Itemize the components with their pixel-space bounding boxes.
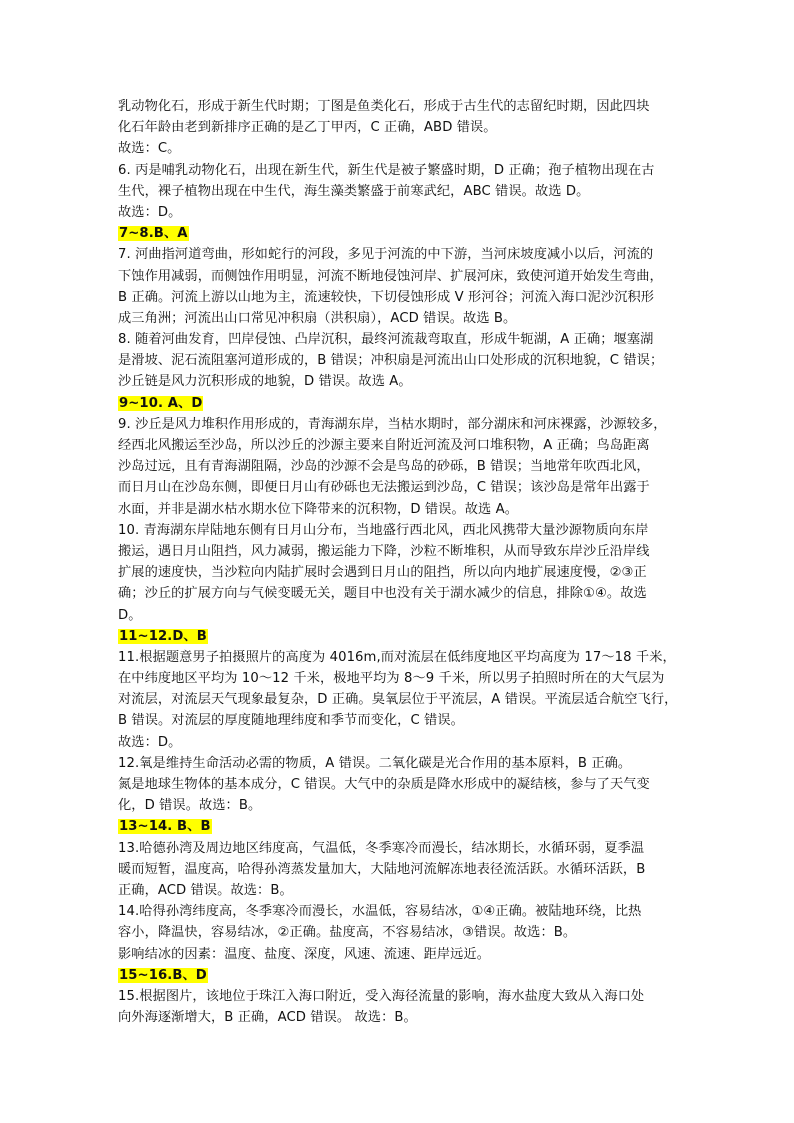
text-line	[118, 287, 678, 308]
answer-key-heading	[118, 626, 678, 647]
answer-key-heading	[118, 816, 678, 837]
text-line-content: 水面，并非是湖水枯水期水位下降带来的沉积物，D 错误。故选 A。	[118, 501, 519, 517]
text-line-content: 扩展的速度快，当沙粒向内陆扩展时会遇到日月山的阻挡，所以向内地扩展速度慢，②③正	[118, 565, 647, 581]
text-line	[118, 562, 678, 583]
text-line	[118, 1007, 678, 1028]
text-line-content: 向外海逐渐增大，B 正确，ACD 错误。 故选：B。	[118, 1010, 417, 1026]
text-line	[118, 266, 678, 287]
text-line	[118, 605, 678, 626]
text-line-content: 11.根据题意男子拍摄照片的高度为 4016m,而对流层在低纬度地区平均高度为 17～18 千米，	[118, 649, 676, 665]
text-line	[118, 795, 678, 816]
text-line	[118, 732, 678, 753]
text-line-content: 故选：D。	[118, 734, 182, 750]
text-line-content: 10. 青海湖东岸陆地东侧有日月山分布，当地盛行西北风，西北风携带大量沙源物质向东岸	[118, 522, 649, 538]
text-line	[118, 753, 678, 774]
answer-key-text: 15~16.B、D	[119, 967, 207, 983]
text-line	[118, 901, 678, 922]
text-line	[118, 160, 678, 181]
text-line	[118, 308, 678, 329]
answer-key-heading	[118, 393, 678, 414]
text-line	[118, 435, 678, 456]
text-line	[118, 202, 678, 223]
text-line	[118, 456, 678, 477]
text-line-content: 正确，ACD 错误。故选：B。	[118, 882, 293, 898]
text-line-content: 13.哈德孙湾及周边地区纬度高，气温低，冬季寒冷而漫长，结冰期长，水循环弱，夏季温	[118, 840, 645, 856]
text-line-content: 暖而短暂，温度高，哈得孙湾蒸发量加大，大陆地河流解冻地表径流活跃。水循环活跃，B	[118, 861, 646, 877]
text-line-content: B 错误。对流层的厚度随地理纬度和季节而变化，C 错误。	[118, 713, 464, 729]
text-line-content: 6. 丙是哺乳动物化石，出现在新生代，新生代是被子繁盛时期，D 正确；孢子植物出现在古	[118, 162, 655, 178]
text-line-content: 故选：C。	[118, 141, 181, 157]
text-line	[118, 117, 678, 138]
text-line	[118, 329, 678, 350]
text-line-content: 经西北风搬运至沙岛，所以沙丘的沙源主要来自附近河流及河口堆积物，A 正确；鸟岛距离	[118, 438, 650, 453]
answer-explanation-document	[118, 96, 678, 1028]
answer-key-text: 13~14. B、B	[119, 819, 211, 835]
text-line-content: 生代，裸子植物出现在中生代，海生藻类繁盛于前寒武纪，ABC 错误。故选 D。	[118, 183, 590, 199]
text-line	[118, 477, 678, 498]
text-line-content: 下蚀作用减弱，而侧蚀作用明显，河流不断地侵蚀河岸、扩展河床，致使河道开始发生弯曲，	[118, 268, 663, 284]
text-line-content: 沙岛过远，且有青海湖阻隔，沙岛的沙源不会是鸟岛的砂砾，B 错误；当地常年吹西北风，	[118, 459, 650, 475]
text-line-content: 沙丘链是风力沉积形成的地貌，D 错误。故选 A。	[118, 374, 412, 390]
text-line-content: 影响结冰的因素：温度、盐度、深度，风速、流速、距岸远近。	[118, 946, 491, 962]
text-line	[118, 181, 678, 202]
text-line-content: 14.哈得孙湾纬度高，冬季寒冷而漫长，水温低，容易结冰，①④正确。被陆地环绕，比热	[118, 904, 642, 920]
text-line	[118, 520, 678, 541]
text-line-content: 确；沙丘的扩展方向与气候变暖无关，题目中也没有关于湖水减少的信息，排除①④。故选	[118, 586, 647, 602]
text-line	[118, 96, 678, 117]
text-line	[118, 371, 678, 392]
text-line-content: 故选：D。	[118, 204, 182, 220]
text-line	[118, 668, 678, 689]
text-line-content: 乳动物化石，形成于新生代时期；丁图是鱼类化石，形成于古生代的志留纪时期，因此四块	[118, 99, 650, 114]
text-line-content: 9. 沙丘是风力堆积作用形成的，青海湖东岸，当枯水期时，部分湖床和河床裸露，沙源较多，	[118, 416, 667, 432]
text-line-content: 对流层，对流层天气现象最复杂，D 正确。臭氧层位于平流层，A 错误。平流层适合航空飞行，	[118, 692, 678, 708]
text-line-content: 化石年龄由老到新排序正确的是乙丁甲丙，C 正确，ABD 错误。	[118, 120, 497, 136]
text-line	[118, 689, 678, 710]
text-line	[118, 986, 678, 1007]
answer-key-text: 7~8.B、A	[119, 226, 188, 242]
text-line	[118, 944, 678, 965]
text-line-content: 15.根据图片，该地位于珠江入海口附近，受入海径流量的影响，海水盐度大致从入海口处	[118, 988, 645, 1004]
text-line	[118, 838, 678, 859]
text-line-content: 氮是地球生物体的基本成分，C 错误。大气中的杂质是降水形成中的凝结核，参与了天气变	[118, 777, 650, 792]
text-line-content: 化，D 错误。故选：B。	[118, 798, 262, 814]
text-line	[118, 350, 678, 371]
text-line	[118, 710, 678, 731]
text-line	[118, 583, 678, 604]
answer-key-heading	[118, 965, 678, 986]
text-line	[118, 859, 678, 880]
text-line	[118, 499, 678, 520]
answer-key-text: 11~12.D、B	[119, 628, 207, 644]
text-line-content: 在中纬度地区平均为 10～12 千米，极地平均为 8～9 千米，所以男子拍照时所在的大气层为	[118, 671, 665, 687]
text-line	[118, 541, 678, 562]
text-line	[118, 647, 678, 668]
text-line	[118, 138, 678, 159]
text-line-content: B 正确。河流上游以山地为主，流速较快，下切侵蚀形成 V 形河谷；河流入海口泥沙沉积形	[118, 289, 655, 305]
text-line	[118, 244, 678, 265]
text-line	[118, 414, 678, 435]
text-line-content: 而日月山在沙岛东侧，即便日月山有砂砾也无法搬运到沙岛，C 错误；该沙岛是常年出露于	[118, 480, 650, 496]
answer-key-text: 9~10. A、D	[119, 395, 203, 411]
text-line-content: 8. 随着河曲发育，凹岸侵蚀、凸岸沉积，最终河流裁弯取直，形成牛轭湖，A 正确；堰塞湖	[118, 332, 654, 348]
text-line-content: 是滑坡、泥石流阻塞河道形成的，B 错误；冲积扇是河流出山口处形成的沉积地貌，C 错误；	[118, 353, 664, 369]
text-line	[118, 774, 678, 795]
text-line-content: 容小，降温快，容易结冰，②正确。盐度高，不容易结冰，③错误。故选：B。	[118, 925, 577, 941]
text-line-content: 成三角洲；河流出山口常见冲积扇（洪积扇），ACD 错误。故选 B。	[118, 310, 517, 326]
text-line-content: 搬运，遇日月山阻挡，风力减弱，搬运能力下降，沙粒不断堆积，从而导致东岸沙丘沿岸线	[118, 543, 650, 559]
text-line	[118, 880, 678, 901]
text-line-content: D。	[118, 607, 142, 623]
text-line	[118, 922, 678, 943]
text-line-content: 7. 河曲指河道弯曲，形如蛇行的河段，多见于河流的中下游，当河床坡度减小以后，河流的	[118, 247, 654, 263]
text-line-content: 12.氧是维持生命活动必需的物质，A 错误。二氧化碳是光合作用的基本原料，B 正确。	[118, 755, 632, 771]
answer-key-heading	[118, 223, 678, 244]
